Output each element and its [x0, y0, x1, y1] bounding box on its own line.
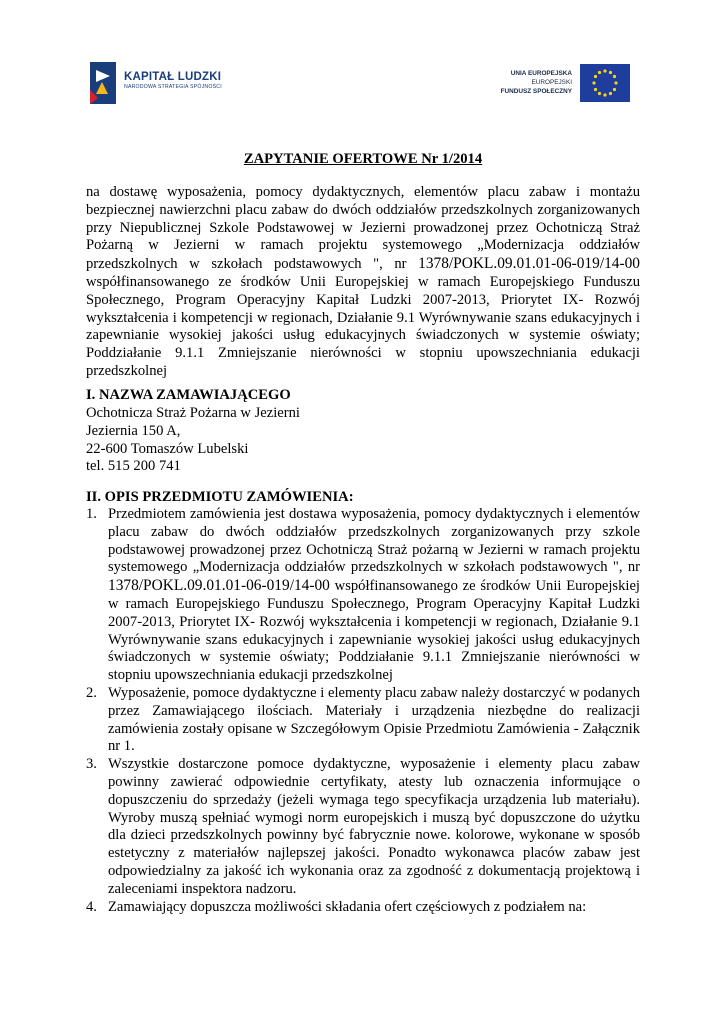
- order-description-list: [86, 506, 640, 916]
- kapital-ludzki-emblem-icon: [88, 60, 118, 106]
- intro-text-start: na dostawę wyposażenia, pomocy dydaktycznych, elementów placu zabaw i montażu bezpiecznej nawierzchni placu zabaw do dwóch oddziałów przedszkolnych zorganizowanych przy Niepublicznej Szkole Podstawowej w Jezierni prowadzonej przez Ochotniczą Straż Pożarną w Jezierni w ramach projektu systemowego „Modernizacja oddziałów przedszkolnych w szkołach podstawowych ", nr: [86, 184, 640, 273]
- kapital-ludzki-name: KAPITAŁ LUDZKI: [124, 71, 222, 83]
- address-phone: tel. 515 200 741: [86, 458, 181, 475]
- list-item-number: 2.: [86, 684, 97, 701]
- intro-paragraph: [86, 184, 640, 381]
- contracting-authority-address: [86, 405, 300, 476]
- intro-project-code: 1378/POKL.09.01.01-06-019/14-00: [418, 255, 640, 273]
- list-item-number: 3.: [86, 756, 97, 773]
- list-item-text: współfinansowanego ze środków Unii Europejskiej w ramach Europejskiego Funduszu Społecznego, Program Operacyjny Kapitał Ludzki 2007-2013, Priorytet IX- Rozwój wykształcenia i kompetencji w regionach, Działanie 9.1 Wyrównywanie szans edukacyjnych i zapewnianie wysokiej jakości usług edukacyjnych świadczonych w systemie oświaty; Poddziałanie 9.1.1 Zmniejszanie nierówności w stopniu upowszechniania edukacji przedszkolnej: [108, 578, 640, 684]
- kapital-ludzki-logo: [88, 60, 238, 110]
- eu-efs-logo: [494, 64, 640, 104]
- list-item-text: Zamawiający dopuszcza możliwości składania ofert częściowych z podziałem na:: [108, 898, 587, 915]
- document-title: ZAPYTANIE OFERTOWE Nr 1/2014: [243, 151, 483, 167]
- list-item: [86, 685, 640, 756]
- kapital-ludzki-subtitle: NARODOWA STRATEGIA SPÓJNOŚCI: [124, 84, 222, 90]
- list-item-number: 4.: [86, 898, 97, 915]
- section-1-heading: I. NAZWA ZAMAWIAJĄCEGO: [86, 387, 291, 403]
- address-line: Ochotnicza Straż Pożarna w Jezierni: [86, 405, 300, 421]
- eu-logo-line2: EUROPEJSKI: [531, 79, 572, 86]
- eu-logo-line3: FUNDUSZ SPOŁECZNY: [500, 88, 572, 95]
- section-2-heading: II. OPIS PRZEDMIOTU ZAMÓWIENIA:: [86, 489, 354, 505]
- list-item-text: Przedmiotem zamówienia jest dostawa wyposażenia, pomocy dydaktycznych i elementów placu zabaw do dwóch oddziałów przedszkolnych zorganizowanych przy szkole podstawowej prowadzonej przez Ochotniczą Straż pożarną w Jezierni w ramach projektu systemowego „Modernizacja oddziałów przedszkolnych w szkołach podstawowych ", nr: [108, 506, 640, 576]
- eu-flag-icon: [580, 64, 630, 102]
- list-item-project-code: 1378/POKL.09.01.01-06-019/14-00: [108, 577, 330, 595]
- list-item-number: 1.: [86, 506, 97, 522]
- address-line: 22-600 Tomaszów Lubelski: [86, 440, 249, 457]
- list-item: [86, 506, 640, 685]
- list-item: [86, 756, 640, 898]
- list-item-text: Wyposażenie, pomoce dydaktyczne i elementy placu zabaw należy dostarczyć w podanych przez Zamawiającego ilościach. Materiały i urządzenia niezbędne do realizacji zamówienia zostały opisane w Szczegółowym Opisie Przedmiotu Zamówienia - Załącznik nr 1.: [108, 684, 640, 755]
- eu-logo-line1: UNIA EUROPEJSKA: [510, 70, 572, 77]
- list-item-text: Wszystkie dostarczone pomoce dydaktyczne, wyposażenie i elementy placu zabaw powinny zawierać odpowiednie certyfikaty, atesty lub oznaczenia informujące o dopuszczeniu do sprzedaży (jeżeli wymaga tego specyfikacja urządzenia lub materiału). Wyroby muszą spełniać wymogi norm europejskich i muszą być dopuszczone do użytku dla dzieci przedszkolnych powinny być fabrycznie nowe. kolorowe, wykonane w sposób estetyczny z materiałów najlepszej jakości. Ponadto wykonawca placów zabaw jest odpowiedzialny za jakość ich wykonania oraz za zgodność z dokumentacją projektową i zaleceniami inspektora nadzoru.: [108, 756, 640, 897]
- intro-text-end: współfinansowanego ze środków Unii Europejskiej w ramach Europejskiego Funduszu Społecznego, Program Operacyjny Kapitał Ludzki 2007-2013, Priorytet IX- Rozwój wykształcenia i kompetencji w regionach, Działanie 9.1 Wyrównywanie szans edukacyjnych i zapewnianie wysokiej jakości usług edukacyjnych świadczonych w systemie oświaty; Poddziałanie 9.1.1 Zmniejszanie nierówności w stopniu upowszechniania edukacji przedszkolnej: [86, 273, 640, 379]
- list-item: [86, 899, 640, 917]
- address-line: Jeziernia 150 A,: [86, 422, 181, 439]
